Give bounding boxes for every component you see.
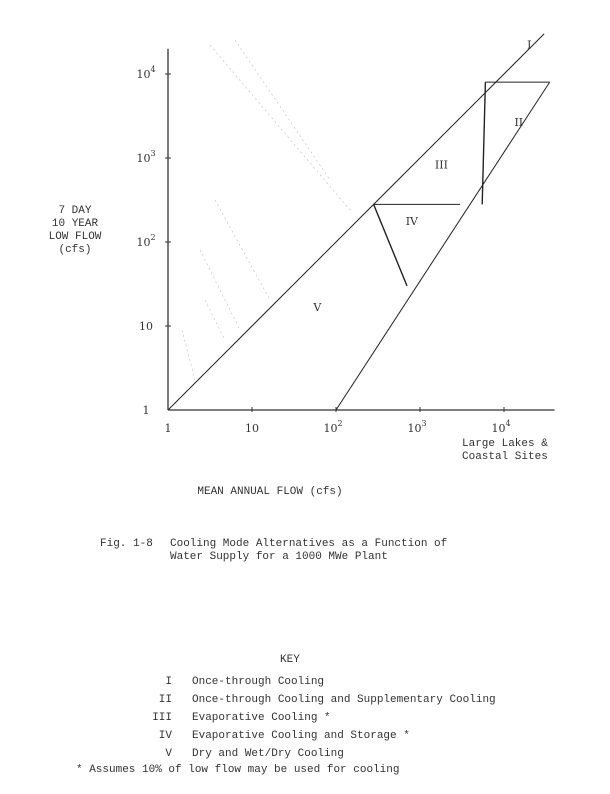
x-tick-label: $10^3$ (407, 419, 427, 435)
figure-number: Fig. 1-8 (100, 538, 153, 550)
tick-labels (136, 65, 510, 435)
key-code: V (165, 748, 172, 760)
faint-guide-line (235, 40, 330, 180)
faint-guide-line (182, 330, 195, 380)
key-item (134, 748, 344, 760)
region-label: V (313, 301, 322, 315)
region-label: I (527, 38, 532, 52)
region-label: III (434, 158, 448, 172)
region-label: II (514, 116, 524, 130)
key-text: Dry and Wet/Dry Cooling (192, 748, 344, 760)
y-axis-label-line: (cfs) (58, 244, 92, 256)
annotation-line: Large Lakes & (462, 438, 548, 450)
region-boundaries (168, 34, 550, 410)
x-tick-label: $10^4$ (491, 419, 511, 435)
key-text: Once-through Cooling and Supplementary Cooling (192, 694, 496, 706)
key-footnote: * Assumes 10% of low flow may be used for cooling (76, 764, 400, 776)
faint-guide-line (210, 45, 350, 210)
x-axis-label: MEAN ANNUAL FLOW (cfs) (197, 486, 343, 498)
boundary-line (482, 82, 485, 204)
boundary-line (336, 82, 550, 410)
faint-guide-line (200, 250, 240, 330)
key-item (134, 694, 496, 706)
figure-title-line: Water Supply for a 1000 MWe Plant (170, 551, 388, 563)
key-code: II (158, 694, 172, 706)
figure-title-line: Cooling Mode Alternatives as a Function of (170, 538, 448, 550)
faint-guide-line (205, 300, 225, 340)
large-lakes-annotation (462, 438, 548, 464)
boundary-line (374, 204, 407, 286)
y-axis-label-line: 10 YEAR (51, 218, 99, 230)
y-axis-label-line: LOW FLOW (48, 231, 102, 243)
x-tick-label: $10^2$ (323, 419, 343, 435)
y-tick-label: 10 (139, 320, 153, 333)
y-tick-label: $10^2$ (136, 233, 156, 249)
key-text: Evaporative Cooling * (192, 712, 331, 724)
key-item (134, 676, 324, 688)
key-item (134, 730, 410, 742)
chart-axes (168, 49, 555, 410)
figure-caption (100, 538, 520, 564)
x-tick-label: 10 (245, 422, 259, 435)
y-tick-label: 1 (142, 404, 150, 417)
region-label: IV (405, 214, 419, 228)
y-tick-label: $10^3$ (136, 149, 156, 165)
figure-title (170, 538, 500, 564)
key-code: I (165, 676, 172, 688)
x-tick-label: 1 (164, 422, 172, 435)
key-code: III (152, 712, 172, 724)
faint-guide-line (215, 200, 270, 300)
y-tick-label: $10^4$ (136, 65, 156, 81)
y-axis-label (40, 205, 110, 257)
key-item (134, 712, 331, 724)
annotation-line: Coastal Sites (462, 451, 548, 463)
y-axis-label-line: 7 DAY (58, 205, 92, 217)
faint-guide-lines (182, 40, 350, 380)
key-text: Evaporative Cooling and Storage * (192, 730, 410, 742)
key-code: IV (158, 730, 172, 742)
key-title: KEY (280, 654, 300, 666)
key-text: Once-through Cooling (192, 676, 325, 688)
boundary-line (168, 34, 544, 410)
